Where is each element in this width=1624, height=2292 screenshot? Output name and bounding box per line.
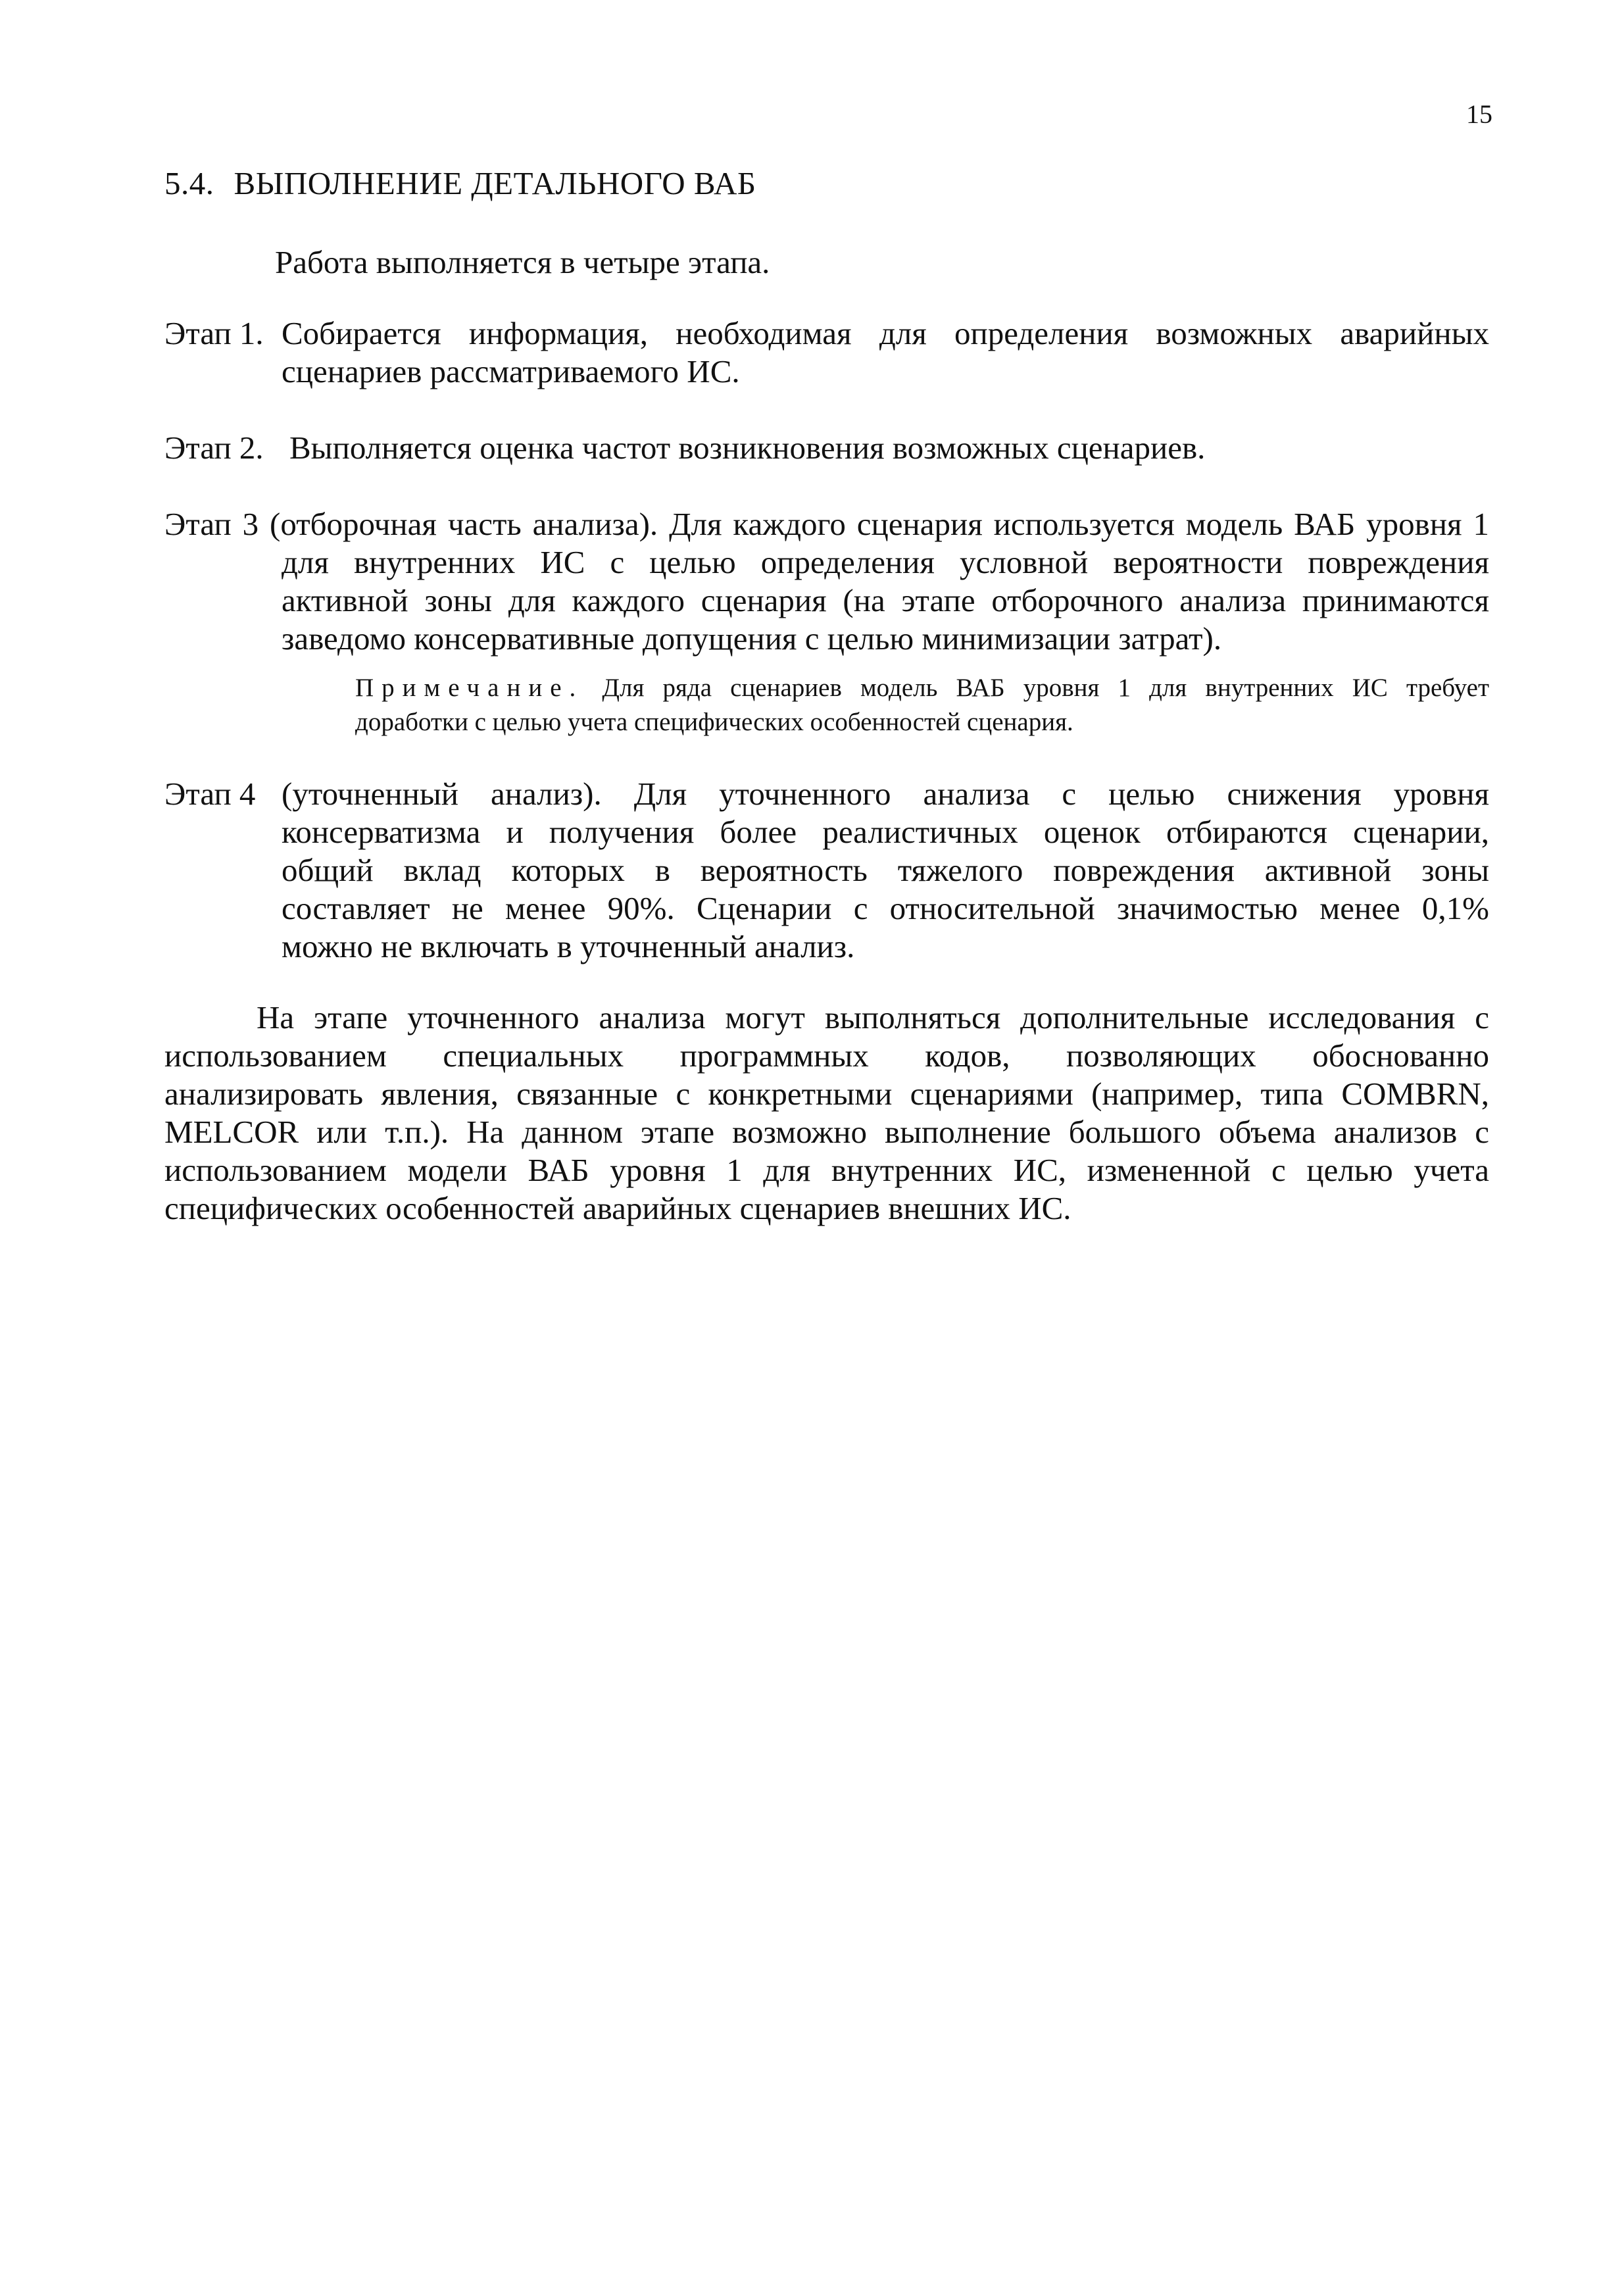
stage-4 xyxy=(164,775,1489,966)
stage-2-label: Этап 2. xyxy=(164,430,264,466)
section-heading xyxy=(164,164,756,202)
section-number: 5.4. xyxy=(164,165,214,201)
stage-4-line-2: консерватизма и получения более реалистичных оценок отбираются сценарии, xyxy=(282,814,1489,850)
section-title: ВЫПОЛНЕНИЕ ДЕТАЛЬНОГО ВАБ xyxy=(234,165,756,201)
paragraph-line-2: использованием специальных программных кодов, позволяющих обоснованно xyxy=(164,1037,1489,1074)
note-label: Примечание. xyxy=(355,674,584,702)
stage-2 xyxy=(164,429,1489,467)
intro-text: Работа выполняется в четыре этапа. xyxy=(275,244,770,280)
paragraph-line-1: На этапе уточненного анализа могут выполняться дополнительные исследования с xyxy=(257,999,1489,1035)
stage-4-line-5: можно не включать в уточненный анализ. xyxy=(282,928,855,964)
paragraph-line-5: использованием модели ВАБ уровня 1 для внутренних ИС, измененной с целью учета xyxy=(164,1152,1489,1188)
paragraph-line-6: специфических особенностей аварийных сценариев внешних ИС. xyxy=(164,1190,1071,1226)
stage-3-line-1: Этап 3 (отборочная часть анализа). Для каждого сценария используется модель ВАБ уровня 1 xyxy=(164,506,1489,542)
note-line-2: доработки с целью учета специфических особенностей сценария. xyxy=(355,708,1073,736)
stage-1-line-1: Собирается информация, необходимая для определения возможных аварийных xyxy=(282,315,1489,351)
stage-3-line-3: активной зоны для каждого сценария (на этапе отборочного анализа принимаются xyxy=(282,582,1489,618)
stage-4-label: Этап 4 xyxy=(164,776,256,812)
stage-2-line-1: Выполняется оценка частот возникновения возможных сценариев. xyxy=(289,430,1206,466)
stage-3 xyxy=(164,505,1489,658)
paragraph-line-4: MELCOR или т.п.). На данном этапе возможно выполнение большого объема анализов с xyxy=(164,1114,1489,1150)
stage-4-line-4: составляет не менее 90%. Сценарии с относительной значимостью менее 0,1% xyxy=(282,890,1489,926)
stage-4-line-1: (уточненный анализ). Для уточненного анализа с целью снижения уровня xyxy=(282,776,1489,812)
stage-4-line-3: общий вклад которых в вероятность тяжелого повреждения активной зоны xyxy=(282,852,1489,888)
note-line-1: Для ряда сценариев модель ВАБ уровня 1 для внутренних ИС требует xyxy=(602,674,1490,702)
stage-3-line-2: для внутренних ИС с целью определения условной вероятности повреждения xyxy=(282,544,1489,580)
note xyxy=(355,671,1489,739)
page-number: 15 xyxy=(1466,99,1492,129)
stage-1-label: Этап 1. xyxy=(164,315,264,351)
stage-3-line-4: заведомо консервативные допущения с целью минимизации затрат). xyxy=(282,620,1222,657)
stage-1-line-2: сценариев рассматриваемого ИС. xyxy=(282,353,740,389)
stage-1 xyxy=(164,314,1489,391)
paragraph-line-3: анализировать явления, связанные с конкретными сценариями (например, типа COMBRN, xyxy=(164,1076,1489,1112)
body-paragraph xyxy=(164,999,1489,1228)
